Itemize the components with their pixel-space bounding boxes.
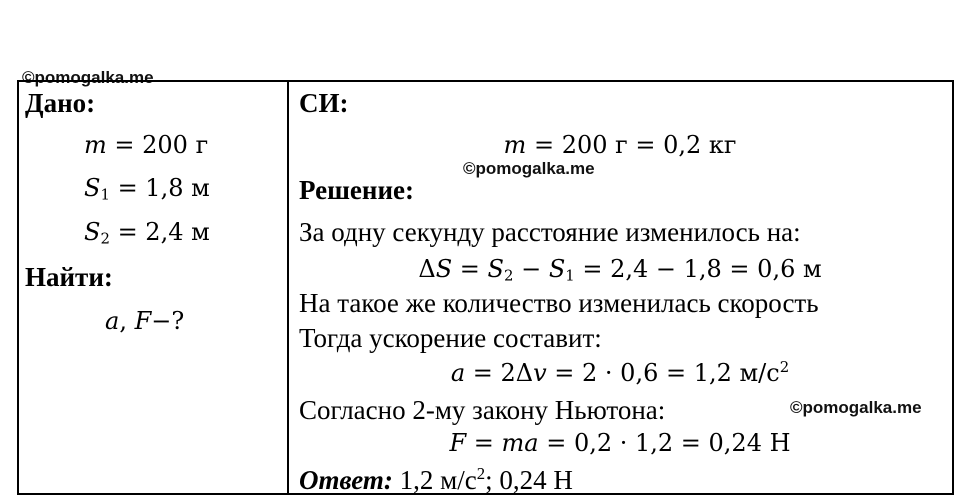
var-m: m bbox=[84, 131, 107, 159]
eq-sign: = bbox=[466, 429, 502, 457]
var-s: S bbox=[84, 174, 101, 202]
var-a: a bbox=[450, 358, 466, 387]
mass-value: = 200 г bbox=[114, 131, 209, 159]
var-s: S bbox=[487, 255, 504, 283]
given-s1 bbox=[84, 176, 210, 203]
subscript: 1 bbox=[100, 185, 110, 204]
comma: , bbox=[119, 307, 135, 335]
var-ma: ma bbox=[501, 429, 539, 457]
var-m: m bbox=[503, 131, 527, 159]
s1-value: = 1,8 м bbox=[117, 174, 210, 202]
var-v: v bbox=[533, 358, 547, 387]
delta: Δ bbox=[418, 255, 436, 283]
var-f: F bbox=[134, 307, 152, 335]
watermark-bottom: ©pomogalka.me bbox=[790, 398, 922, 417]
superscript: 2 bbox=[779, 358, 790, 376]
var-s: S bbox=[548, 255, 566, 283]
eq-sign: = bbox=[452, 255, 488, 283]
answer-value-1: 1,2 м/с bbox=[392, 465, 477, 496]
given-mass bbox=[84, 133, 208, 157]
solution-line-1: За одну секунду расстояние изменилось на: bbox=[299, 217, 801, 247]
force-result: = 0,2 · 1,2 = 0,24 Н bbox=[538, 429, 791, 457]
solution-line-3: Тогда ускорение составит: bbox=[299, 323, 602, 353]
answer-line bbox=[299, 466, 573, 494]
two-delta: = 2Δ bbox=[465, 358, 534, 387]
solution-title: Решение: bbox=[299, 175, 414, 205]
given-title: Дано: bbox=[25, 88, 96, 118]
solution-line-2: На такое же количество изменилась скорость bbox=[299, 288, 819, 318]
s2-value: = 2,4 м bbox=[117, 218, 210, 246]
var-s: S bbox=[84, 218, 101, 246]
delta-s-result: = 2,4 − 1,8 = 0,6 м bbox=[574, 255, 822, 283]
watermark-center: ©pomogalka.me bbox=[463, 159, 595, 178]
si-title: СИ: bbox=[299, 88, 349, 118]
find-unknowns bbox=[105, 309, 184, 333]
equation-force bbox=[290, 431, 950, 455]
equation-delta-s bbox=[290, 257, 950, 284]
subscript: 1 bbox=[565, 266, 575, 285]
var-a: a bbox=[105, 307, 120, 335]
find-title: Найти: bbox=[25, 262, 113, 292]
solution-line-4: Согласно 2-му закону Ньютона: bbox=[299, 395, 666, 425]
subscript: 2 bbox=[503, 266, 514, 285]
var-f: F bbox=[449, 429, 467, 457]
acceleration-result: = 2 · 0,6 = 1,2 м/с bbox=[546, 358, 780, 387]
given-s2 bbox=[84, 220, 210, 247]
answer-label: Ответ: bbox=[299, 465, 393, 496]
superscript: 2 bbox=[476, 464, 486, 483]
answer-value-2: ; 0,24 Н bbox=[485, 465, 573, 496]
si-mass-value: = 200 г = 0,2 кг bbox=[533, 131, 737, 159]
watermark-top: ©pomogalka.me bbox=[22, 68, 154, 87]
subscript: 2 bbox=[100, 229, 110, 248]
equation-acceleration bbox=[290, 360, 950, 385]
minus: − bbox=[513, 255, 549, 283]
var-s: S bbox=[435, 255, 453, 283]
si-mass bbox=[290, 133, 950, 157]
question: −? bbox=[151, 307, 185, 335]
column-divider bbox=[287, 80, 289, 495]
